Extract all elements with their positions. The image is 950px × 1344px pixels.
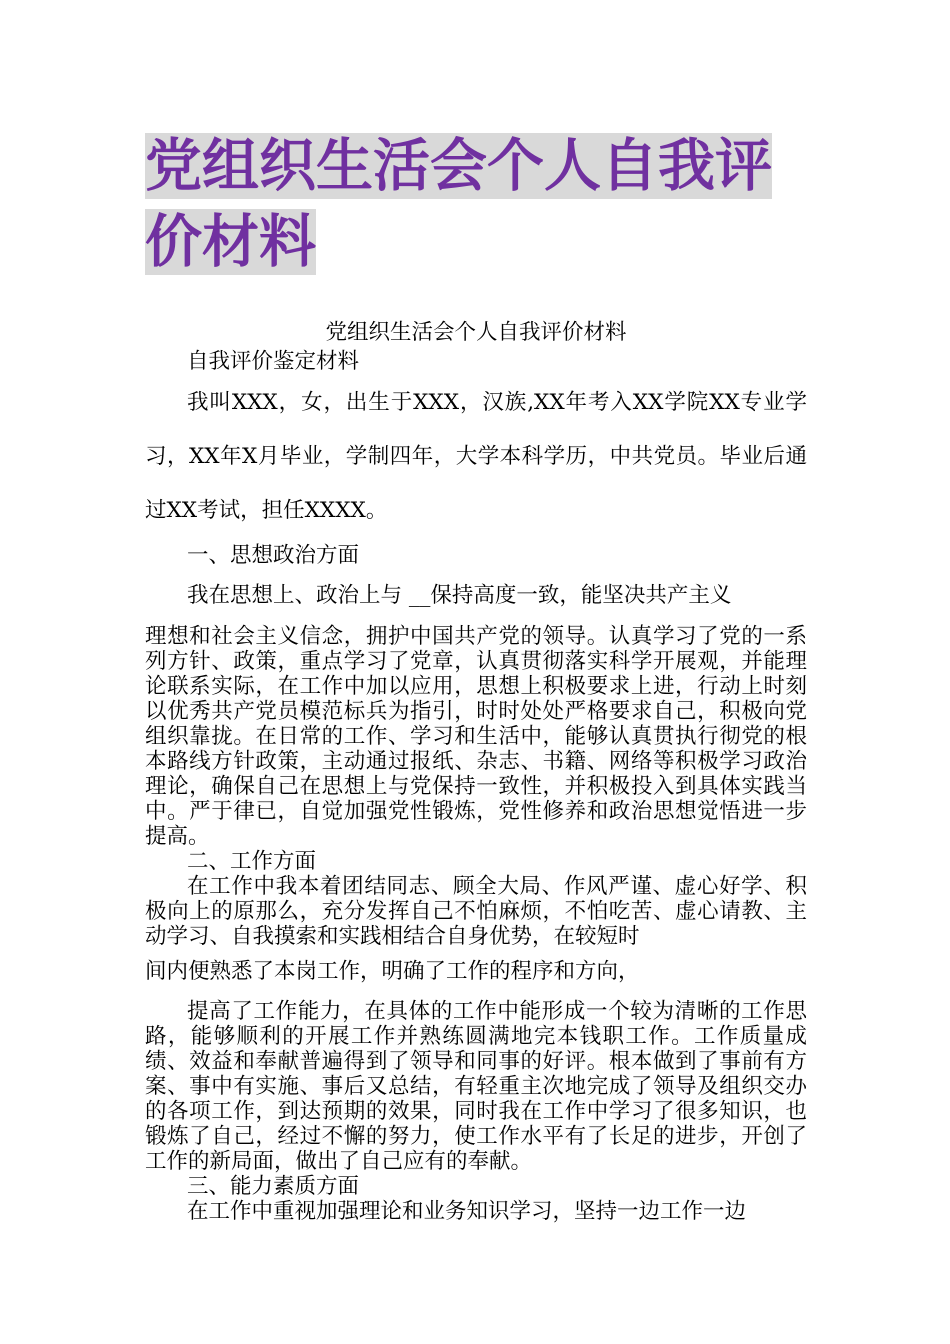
- section1-first-line: 我在思想上、政治上与 __保持高度一致，能坚决共产主义: [187, 583, 732, 608]
- document-title: [145, 128, 815, 280]
- section2-paragraph1-end: 间内便熟悉了本岗工作，明确了工作的程序和方向，: [145, 959, 640, 984]
- document-body: [145, 318, 807, 1224]
- section2-paragraph1: 在工作中我本着团结同志、顾全大局、作风严谨、虚心好学、积极向上的原那么，充分发挥自己不怕麻烦，不怕吃苦、虚心请教、主动学习、自我摸索和实践相结合自身优势，在较短时: [145, 874, 807, 949]
- doc-type-line: 自我评价鉴定材料: [187, 349, 360, 374]
- title-highlight: 党组织生活会个人自我评价材料: [145, 133, 772, 275]
- section3-heading: 三、能力素质方面: [187, 1174, 360, 1199]
- section3-first-line: 在工作中重视加强理论和业务知识学习，坚持一边工作一边: [187, 1199, 747, 1224]
- intro-paragraph: 我叫XXX，女，出生于XXX，汉族,XX年考入XX学院XX专业学习，XX年X月毕业，学制四年，大学本科学历，中共党员。毕业后通过XX考试，担任XXXX。: [145, 390, 807, 523]
- section1-body: 理想和社会主义信念，拥护中国共产党的领导。认真学习了党的一系列方针、政策，重点学习了党章，认真贯彻落实科学开展观，并能理论联系实际，在工作中加以应用，思想上积极要求上进，行动上时刻以优秀共产党员模范标兵为指引，时时处处严格要求自己，积极向党组织靠拢。在日常的工作、学习和生活中，能够认真贯执行彻党的根本路线方针政策，主动通过报纸、杂志、书籍、网络等积极学习政治理论，确保自己在思想上与党保持一致性，并积极投入到具体实践当中。严于律已，自觉加强党性锻炼，党性修养和政治思想觉悟进一步提高。: [145, 624, 807, 849]
- section2-paragraph2: 提高了工作能力，在具体的工作中能形成一个较为清晰的工作思路，能够顺利的开展工作并熟练圆满地完本钱职工作。工作质量成绩、效益和奉献普遍得到了领导和同事的好评。根本做到了事前有方案、事中有实施、事后又总结，有轻重主次地完成了领导及组织交办的各项工作，到达预期的效果，同时我在工作中学习了很多知识，也锻炼了自己，经过不懈的努力，使工作水平有了长足的进步，开创了工作的新局面，做出了自己应有的奉献。: [145, 999, 807, 1174]
- section1-heading: 一、思想政治方面: [187, 543, 360, 568]
- section2-heading: 二、工作方面: [187, 849, 317, 874]
- subtitle: 党组织生活会个人自我评价材料: [325, 320, 627, 345]
